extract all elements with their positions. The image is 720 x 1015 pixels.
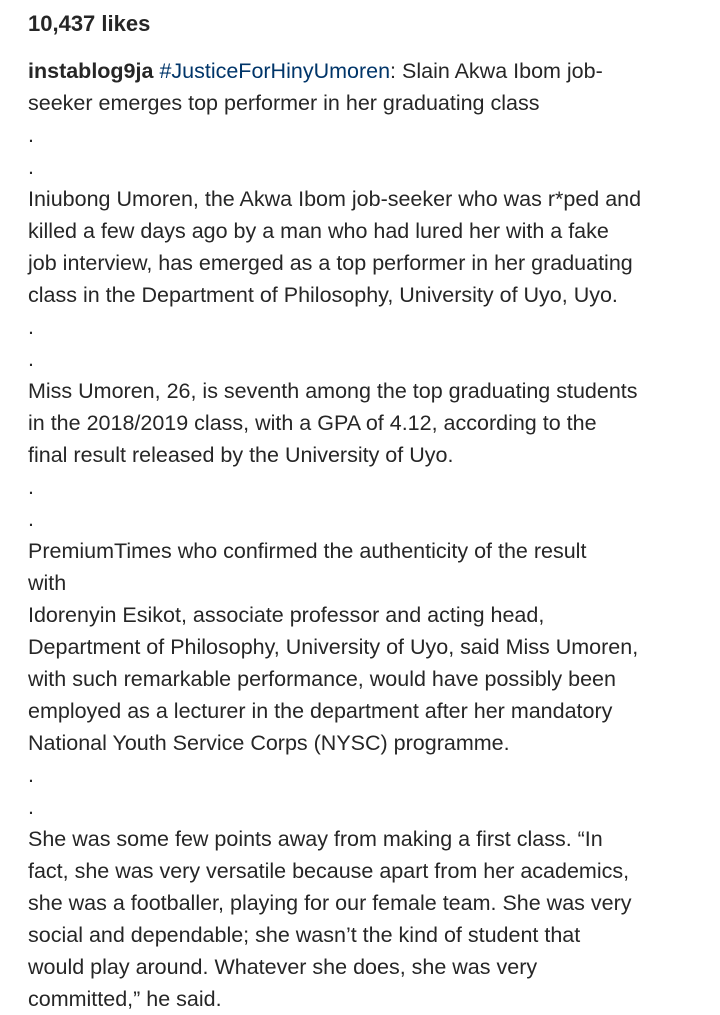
likes-count[interactable]: 10,437 likes (28, 11, 151, 36)
separator-dot: . (28, 315, 34, 339)
paragraph-line: committed,” he said. (28, 987, 222, 1011)
paragraph-line: Miss Umoren, 26, is seventh among the top graduating students (28, 379, 638, 403)
paragraph-line: fact, she was very versatile because apart from her academics, (28, 859, 630, 883)
paragraph-line: Iniubong Umoren, the Akwa Ibom job-seeker who was r*ped and (28, 187, 642, 211)
separator-dot: . (28, 347, 34, 371)
paragraph-line: PremiumTimes who confirmed the authenticity of the result (28, 539, 587, 563)
username-link[interactable]: instablog9ja (28, 59, 154, 83)
paragraph-line: class in the Department of Philosophy, University of Uyo, Uyo. (28, 283, 618, 307)
paragraph-line: with such remarkable performance, would have possibly been (28, 667, 616, 691)
separator-dot: . (28, 123, 34, 147)
caption-headline-continued: seeker emerges top performer in her graduating class (28, 91, 540, 115)
paragraph-line: Department of Philosophy, University of Uyo, said Miss Umoren, (28, 635, 639, 659)
paragraph-line: she was a footballer, playing for our female team. She was very (28, 891, 632, 915)
paragraph-line: National Youth Service Corps (NYSC) programme. (28, 731, 510, 755)
paragraph-line: She was some few points away from making a first class. “In (28, 827, 603, 851)
paragraph-line: social and dependable; she wasn’t the kind of student that (28, 923, 581, 947)
caption-text (28, 55, 698, 1015)
paragraph-line: job interview, has emerged as a top performer in her graduating (28, 251, 633, 275)
paragraph-line: killed a few days ago by a man who had lured her with a fake (28, 219, 609, 243)
separator-dot: . (28, 475, 34, 499)
hashtag-link[interactable]: #JusticeForHinyUmoren (159, 59, 391, 83)
separator-dot: . (28, 507, 34, 531)
paragraph-line: Idorenyin Esikot, associate professor and acting head, (28, 603, 545, 627)
separator-dot: . (28, 795, 34, 819)
caption-headline: : Slain Akwa Ibom job- (390, 59, 603, 83)
paragraph-line: employed as a lecturer in the department after her mandatory (28, 699, 613, 723)
separator-dot: . (28, 155, 34, 179)
paragraph-line: final result released by the University of Uyo. (28, 443, 454, 467)
paragraph-line: in the 2018/2019 class, with a GPA of 4.12, according to the (28, 411, 597, 435)
caption-first-line (28, 55, 698, 87)
paragraph-line: with (28, 571, 67, 595)
paragraph-line: would play around. Whatever she does, she was very (28, 955, 538, 979)
separator-dot: . (28, 763, 34, 787)
